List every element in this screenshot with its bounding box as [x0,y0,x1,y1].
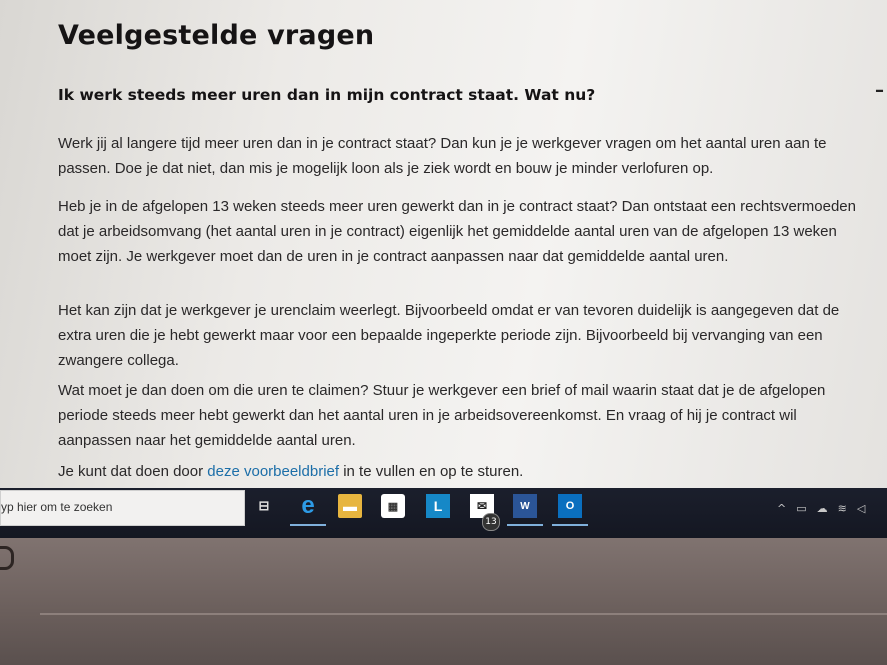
taskbar [0,488,887,538]
faq-question-text[interactable]: Ik werk steeds meer uren dan in mijn contract staat. Wat nu? [58,86,596,104]
faq-page [58,14,884,480]
volume-icon[interactable]: ◁ [856,502,866,515]
bezel-edge [40,613,887,615]
answer-paragraph-5 [58,459,863,484]
word-icon[interactable]: W [513,494,537,518]
battery-icon[interactable]: ▭ [796,502,807,515]
answer-paragraph-3: Het kan zijn dat je werkgever je urenclaim weerlegt. Bijvoorbeeld omdat er van tevoren duidelijk is aangegeven dat de extra uren die je hebt gewerkt maar voor een bepaalde ingeperkte periode zijn. Bijvoorbeeld bij vervanging van een zwangere collega. [58,302,840,369]
show-hidden-icons-icon[interactable]: ^ [777,502,787,515]
collapse-icon[interactable]: – [875,80,884,101]
store-icon[interactable]: ▦ [381,494,405,518]
file-explorer-icon[interactable]: ▬ [338,494,362,518]
answer-paragraph-2: Heb je in de afgelopen 13 weken steeds meer uren gewerkt dan in je contract staat? Dan ontstaat een rechtsvermoeden dat je arbeidsomvang (het aantal uren in je contract) eigenlijk het gemiddelde aantal uren van de afgelopen 13 weken moet zijn. Je werkgever moet dan de uren in je contract aanpassen naar dat gemiddelde aantal uren. [58,198,856,265]
faq-question[interactable] [58,80,884,104]
search-input[interactable]: yp hier om te zoeken [1,500,113,514]
onedrive-icon[interactable]: ☁ [816,502,828,515]
mail-unread-badge: 13 [482,513,500,531]
answer-paragraph-1: Werk jij al langere tijd meer uren dan in je contract staat? Dan kun je je werkgever vragen om het aantal uren aan te passen. Doe je dat niet, dan mis je mogelijk loon als je ziek wordt en bouw je minder verlofuren op. [58,135,827,177]
task-view-icon[interactable]: ⊟ [258,498,270,513]
page-title: Veelgestelde vragen [58,20,375,51]
mail-icon[interactable]: ✉ [470,494,494,518]
edge-browser-icon[interactable]: e [296,494,320,518]
wifi-icon[interactable]: ≋ [837,502,847,515]
paragraph-text-after-link: in te vullen en op te sturen. [339,463,524,480]
answer-paragraph-4: Wat moet je dan doen om die uren te claimen? Stuur je werkgever een brief of mail waarin staat dat je de afgelopen periode steeds meer hebt gewerkt dan het aantal uren in je arbeidsovereenkomst. En vraag of hij je contract wil aanpassen naar het gemiddelde aantal uren. [58,382,826,449]
laptop-bezel [0,538,887,665]
system-tray [777,502,887,515]
voorbeeldbrief-link[interactable]: deze voorbeeldbrief [207,463,340,480]
power-indicator-icon [0,546,14,570]
l-app-icon[interactable]: L [426,494,450,518]
taskbar-search-box[interactable] [0,490,245,526]
paragraph-text-before-link: Je kunt dat doen door [58,463,208,480]
outlook-icon[interactable]: O [558,494,582,518]
